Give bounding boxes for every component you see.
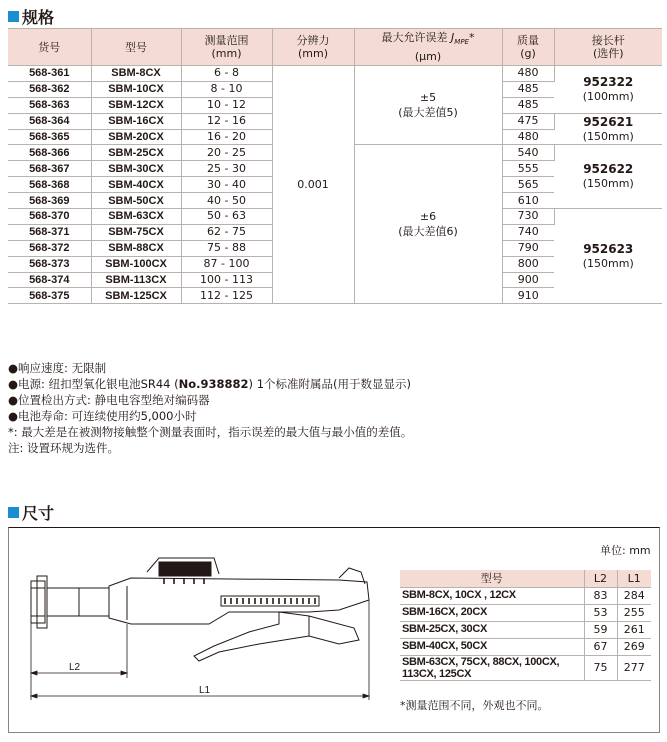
gauge-handle: [194, 612, 359, 661]
model-cell: SBM-88CX: [91, 240, 181, 256]
dimension-table: [400, 570, 651, 681]
spec-row: [8, 66, 662, 82]
spec-title-text: 规格: [22, 8, 55, 27]
spec-body: [8, 66, 662, 304]
note-max-difference: *: 最大差是在被测物接触整个测量表面时，指示误差的最大值与最小值的差值。: [8, 425, 413, 439]
item-number-cell: 568-368: [8, 177, 91, 193]
mass-cell: 900: [502, 272, 554, 288]
dim-row: [400, 587, 651, 604]
range-cell: 20 - 25: [181, 145, 272, 161]
error-cell: ±6 (最大差值6): [354, 145, 502, 304]
spec-header-row: [8, 29, 662, 66]
dim-row: [400, 604, 651, 621]
item-number-cell: 568-361: [8, 66, 91, 82]
header-rod: 接长杆 (选件): [554, 29, 662, 66]
model-cell: SBM-50CX: [91, 193, 181, 209]
dim-l1-cell: 261: [617, 621, 651, 638]
error-cell: ±5 (最大差值5): [354, 66, 502, 145]
spec-table: [8, 28, 662, 304]
dim-l1-cell: 277: [617, 655, 651, 680]
dim-section-title: [8, 501, 54, 524]
item-number-cell: 568-373: [8, 256, 91, 272]
model-cell: SBM-10CX: [91, 81, 181, 97]
dim-header-l2: L2: [584, 570, 617, 587]
label-l2: L2: [69, 662, 81, 673]
range-cell: 62 - 75: [181, 224, 272, 240]
header-error: 最大允许误差 $J_{MPE}*$ (μm): [354, 29, 502, 66]
range-cell: 25 - 30: [181, 161, 272, 177]
model-cell: SBM-125CX: [91, 288, 181, 304]
label-l1: L1: [199, 685, 211, 696]
item-number-cell: 568-362: [8, 81, 91, 97]
mass-cell: 555: [502, 161, 554, 177]
mass-cell: 485: [502, 81, 554, 97]
knurl-pattern: [164, 578, 315, 604]
unit-label: 单位: mm: [600, 544, 651, 557]
dim-title-text: 尺寸: [22, 504, 55, 523]
dim-model-cell: SBM-8CX, 10CX , 12CX: [400, 587, 584, 604]
note-detection: ●位置检出方式: 静电电容型绝对编码器: [8, 393, 210, 407]
extension-rod-cell: 952322 (100mm): [554, 66, 662, 114]
header-mass: 质量 (g): [502, 29, 554, 66]
note-ring-gauge: 注: 设置环规为选件。: [8, 441, 120, 455]
range-cell: 12 - 16: [181, 113, 272, 129]
model-cell: SBM-20CX: [91, 129, 181, 145]
dim-model-cell: SBM-40CX, 50CX: [400, 638, 584, 655]
mass-cell: 480: [502, 129, 554, 145]
dim-model-cell: SBM-25CX, 30CX: [400, 621, 584, 638]
mass-cell: 480: [502, 66, 554, 82]
mass-cell: 730: [502, 209, 554, 225]
resolution-cell: 0.001: [272, 66, 354, 304]
item-number-cell: 568-364: [8, 113, 91, 129]
item-number-cell: 568-370: [8, 209, 91, 225]
dim-note: *测量范围不同，外观也不同。: [400, 699, 549, 712]
dim-header-row: [400, 570, 651, 587]
mass-cell: 740: [502, 224, 554, 240]
bore-gauge-drawing: [9, 528, 399, 728]
range-cell: 100 - 113: [181, 272, 272, 288]
dim-l1-cell: 255: [617, 604, 651, 621]
model-cell: SBM-113CX: [91, 272, 181, 288]
dim-model-cell: SBM-16CX, 20CX: [400, 604, 584, 621]
model-cell: SBM-63CX: [91, 209, 181, 225]
dim-row: [400, 655, 651, 680]
model-cell: SBM-75CX: [91, 224, 181, 240]
dimension-box: [8, 527, 660, 733]
model-cell: SBM-100CX: [91, 256, 181, 272]
header-item: 货号: [8, 29, 91, 66]
item-number-cell: 568-363: [8, 97, 91, 113]
item-number-cell: 568-366: [8, 145, 91, 161]
header-model: 型号: [91, 29, 181, 66]
mass-cell: 910: [502, 288, 554, 304]
mass-cell: 610: [502, 193, 554, 209]
range-cell: 75 - 88: [181, 240, 272, 256]
dim-body: [400, 587, 651, 680]
range-cell: 87 - 100: [181, 256, 272, 272]
dim-l2-cell: 59: [584, 621, 617, 638]
dim-l2-cell: 67: [584, 638, 617, 655]
dim-l1-cell: 269: [617, 638, 651, 655]
model-cell: SBM-16CX: [91, 113, 181, 129]
item-number-cell: 568-371: [8, 224, 91, 240]
range-cell: 112 - 125: [181, 288, 272, 304]
mass-cell: 790: [502, 240, 554, 256]
dim-row: [400, 638, 651, 655]
extension-rod-cell: 952621 (150mm): [554, 113, 662, 145]
note-power: ●电源: 纽扣型氧化银电池SR44 (No.938882) 1个标准附属品(用于数显显示): [8, 377, 411, 391]
section-square-icon: [8, 11, 19, 22]
header-range: 测量范围 (mm): [181, 29, 272, 66]
dim-model-cell: SBM-63CX, 75CX, 88CX, 100CX, 113CX, 125CX: [400, 655, 584, 680]
item-number-cell: 568-375: [8, 288, 91, 304]
mass-cell: 565: [502, 177, 554, 193]
grip-knurl: [221, 596, 319, 606]
range-cell: 30 - 40: [181, 177, 272, 193]
range-cell: 50 - 63: [181, 209, 272, 225]
note-battery-life: ●电池寿命: 可连续使用约5,000小时: [8, 409, 197, 423]
item-number-cell: 568-367: [8, 161, 91, 177]
spec-section-title: [8, 5, 54, 28]
gauge-head-outer: [31, 581, 45, 623]
extension-rod-cell: 952622 (150mm): [554, 145, 662, 209]
range-cell: 40 - 50: [181, 193, 272, 209]
dim-header-l1: L1: [617, 570, 651, 587]
model-cell: SBM-40CX: [91, 177, 181, 193]
gauge-body: [109, 578, 369, 624]
dim-l2-cell: 75: [584, 655, 617, 680]
header-resolution: 分辨力 (mm): [272, 29, 354, 66]
dim-row: [400, 621, 651, 638]
mass-cell: 800: [502, 256, 554, 272]
item-number-cell: 568-374: [8, 272, 91, 288]
model-cell: SBM-25CX: [91, 145, 181, 161]
dim-l1-cell: 284: [617, 587, 651, 604]
section-square-icon: [8, 507, 19, 518]
gauge-shaft: [47, 588, 109, 616]
mass-cell: 475: [502, 113, 554, 129]
dim-header-model: 型号: [400, 570, 584, 587]
item-number-cell: 568-369: [8, 193, 91, 209]
model-cell: SBM-30CX: [91, 161, 181, 177]
display-window: [159, 562, 211, 576]
note-response-speed: ●响应速度: 无限制: [8, 361, 107, 375]
extension-rod-cell: 952623 (150mm): [554, 209, 662, 304]
range-cell: 10 - 12: [181, 97, 272, 113]
range-cell: 8 - 10: [181, 81, 272, 97]
model-cell: SBM-8CX: [91, 66, 181, 82]
range-cell: 16 - 20: [181, 129, 272, 145]
item-number-cell: 568-365: [8, 129, 91, 145]
mass-cell: 540: [502, 145, 554, 161]
mass-cell: 485: [502, 97, 554, 113]
model-cell: SBM-12CX: [91, 97, 181, 113]
range-cell: 6 - 8: [181, 66, 272, 82]
item-number-cell: 568-372: [8, 240, 91, 256]
dim-l2-cell: 83: [584, 587, 617, 604]
spec-notes: [8, 360, 658, 456]
dim-l2-cell: 53: [584, 604, 617, 621]
